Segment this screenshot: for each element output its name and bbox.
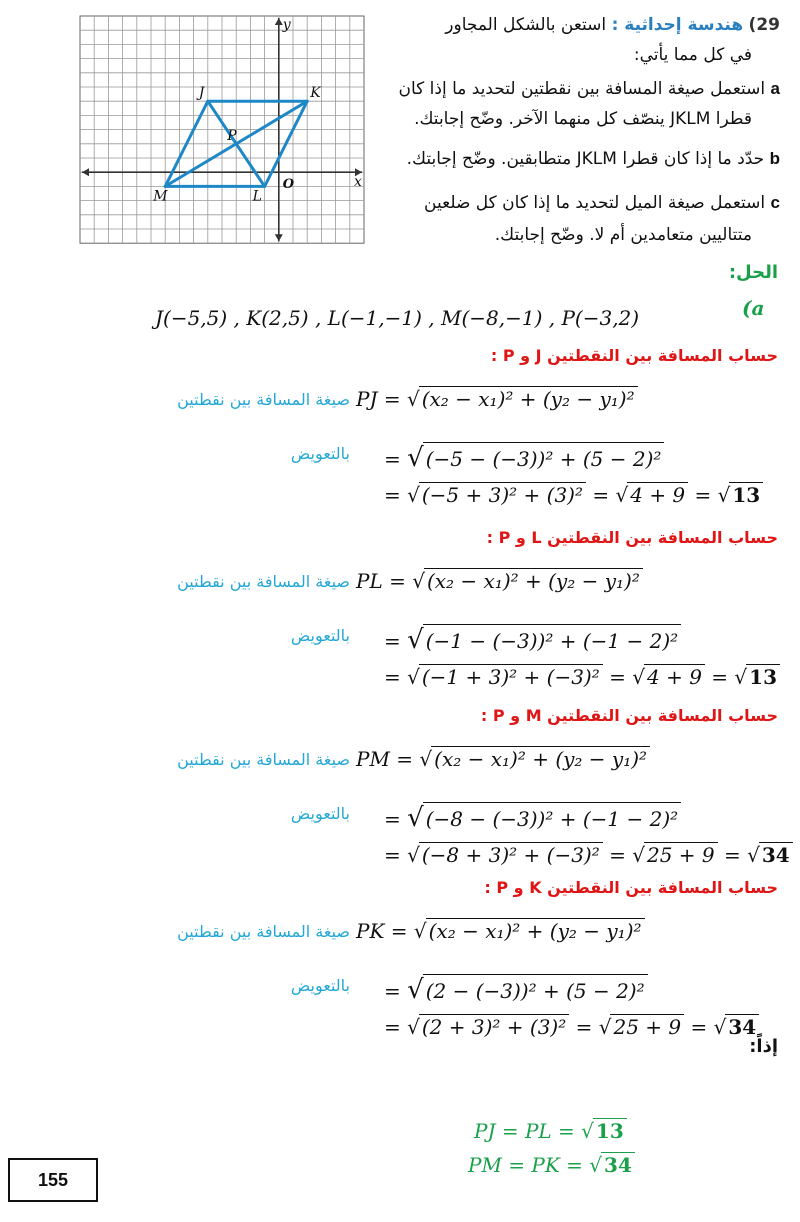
coordinate-figure xyxy=(72,10,362,254)
formula-label: صيغة المسافة بين نقطتين xyxy=(177,922,350,941)
part-c-line-2: متتاليين متعامدين أم لا. وضّح إجابتك. xyxy=(494,225,752,245)
conclusion-1-val: 13 xyxy=(593,1118,627,1143)
result-final: 13 xyxy=(729,482,763,507)
distance-formula: PM = √ (x₂ − x₁)² + (y₂ − y₁)² xyxy=(356,746,650,771)
part-c-line-1: استعمل صيغة الميل لتحديد ما إذا كان كل ضلعين xyxy=(424,193,766,213)
page-number-box xyxy=(8,1158,98,1202)
substitution-radicand: (−5 − (−3))² + (5 − 2)² xyxy=(423,442,665,471)
coordinate-grid-svg xyxy=(72,10,362,254)
result-radicand-2: 4 + 9 xyxy=(644,664,705,689)
label-k: K xyxy=(310,85,321,102)
section-title: حساب المسافة بين النقطتين L و P : xyxy=(486,528,778,547)
result-radicand-1: (−5 + 3)² + (3)² xyxy=(419,482,586,507)
substitution-label: بالتعويض xyxy=(290,626,350,645)
formula-radicand: (x₂ − x₁)² + (y₂ − y₁)² xyxy=(431,746,650,771)
formula-radicand: (x₂ − x₁)² + (y₂ − y₁)² xyxy=(419,386,638,411)
page-number: 155 xyxy=(37,1169,69,1190)
result-radicand-2: 4 + 9 xyxy=(627,482,688,507)
result-line: = √ (−5 + 3)² + (3)² = √ 4 + 9 = √ 13 xyxy=(384,482,763,507)
conclusion-2-val: 34 xyxy=(601,1152,635,1177)
result-line: = √ (2 + 3)² + (3)² = √ 25 + 9 = √ 34 xyxy=(384,1014,759,1039)
distance-formula: PL = √ (x₂ − x₁)² + (y₂ − y₁)² xyxy=(356,568,643,593)
label-l: L xyxy=(252,188,262,205)
formula-lhs: PK = xyxy=(356,919,408,943)
part-b-line: حدّد ما إذا كان قطرا JKLM متطابقين. وضّح إجابتك. xyxy=(406,149,765,169)
conclusion-line-1: PJ = PL = √ 13 xyxy=(474,1118,627,1143)
label-y-axis: y xyxy=(282,17,291,33)
part-a-text xyxy=(340,76,780,102)
substitution-label: بالتعويض xyxy=(290,444,350,463)
points-line: J(−5,5) , K(2,5) , L(−1,−1) , M(−8,−1) , P(−3,2) xyxy=(155,306,640,330)
result-radicand-2: 25 + 9 xyxy=(644,842,718,867)
result-radicand-1: (2 + 3)² + (3)² xyxy=(419,1014,569,1039)
problem-heading: هندسة إحداثية : xyxy=(611,15,744,35)
conclusion-label: إذاً: xyxy=(749,1036,778,1057)
label-j: J xyxy=(198,85,205,102)
substitution-radicand: (−8 − (−3))² + (−1 − 2)² xyxy=(423,802,681,831)
result-line: = √ (−8 + 3)² + (−3)² = √ 25 + 9 = √ 34 xyxy=(384,842,793,867)
problem-number: 29) xyxy=(748,15,780,35)
conclusion-1-lhs: PJ = PL = xyxy=(474,1119,575,1143)
result-radicand-1: (−1 + 3)² + (−3)² xyxy=(419,664,603,689)
distance-formula: PK = √ (x₂ − x₁)² + (y₂ − y₁)² xyxy=(356,918,645,943)
result-final: 34 xyxy=(725,1014,759,1039)
result-final: 34 xyxy=(759,842,793,867)
section-title: حساب المسافة بين النقطتين K و P : xyxy=(484,878,778,897)
label-m: M xyxy=(153,188,168,205)
result-radicand-1: (−8 + 3)² + (−3)² xyxy=(419,842,603,867)
formula-lhs: PM = xyxy=(356,747,414,771)
formula-lhs: PL = xyxy=(356,569,406,593)
part-a-line-2: قطرا JKLM ينصّف كل منهما الآخر. وضّح إجابتك. xyxy=(414,109,752,129)
formula-radicand: (x₂ − x₁)² + (y₂ − y₁)² xyxy=(426,918,645,943)
substitution-label: بالتعويض xyxy=(290,976,350,995)
conclusion-2-lhs: PM = PK = xyxy=(468,1153,583,1177)
substitution-line: = √ (−5 − (−3))² + (5 − 2)² xyxy=(384,442,664,473)
part-b-letter: b xyxy=(769,149,780,168)
part-c-letter: c xyxy=(770,193,780,212)
section-title: حساب المسافة بين النقطتين J و P : xyxy=(490,346,778,365)
substitution-line: = √ (−8 − (−3))² + (−1 − 2)² xyxy=(384,802,681,833)
substitution-line: = √ (2 − (−3))² + (5 − 2)² xyxy=(384,974,648,1005)
problem-intro-1: استعن بالشكل المجاور xyxy=(445,15,607,35)
result-radicand-2: 25 + 9 xyxy=(610,1014,684,1039)
substitution-line: = √ (−1 − (−3))² + (−1 − 2)² xyxy=(384,624,681,655)
problem-header xyxy=(360,12,780,38)
formula-radicand: (x₂ − x₁)² + (y₂ − y₁)² xyxy=(424,568,643,593)
formula-label: صيغة المسافة بين نقطتين xyxy=(177,750,350,769)
part-c-text xyxy=(340,190,780,216)
label-p: P xyxy=(227,127,237,144)
part-a-line-1: استعمل صيغة المسافة بين نقطتين لتحديد ما إذا كان xyxy=(398,79,766,99)
substitution-radicand: (2 − (−3))² + (5 − 2)² xyxy=(423,974,648,1003)
part-b-text xyxy=(340,146,780,172)
formula-label: صيغة المسافة بين نقطتين xyxy=(177,572,350,591)
problem-intro-2: في كل مما يأتي: xyxy=(633,45,752,65)
distance-formula: PJ = √ (x₂ − x₁)² + (y₂ − y₁)² xyxy=(356,386,638,411)
label-x-axis: x xyxy=(354,174,362,191)
part-a-letter: a xyxy=(770,79,780,98)
formula-label: صيغة المسافة بين نقطتين xyxy=(177,390,350,409)
substitution-radicand: (−1 − (−3))² + (−1 − 2)² xyxy=(423,624,681,653)
conclusion-line-2: PM = PK = √ 34 xyxy=(468,1152,635,1177)
section-title: حساب المسافة بين النقطتين M و P : xyxy=(480,706,778,725)
substitution-label: بالتعويض xyxy=(290,804,350,823)
solution-part-label: (a xyxy=(742,296,765,320)
label-origin: O xyxy=(282,177,295,193)
result-line: = √ (−1 + 3)² + (−3)² = √ 4 + 9 = √ 13 xyxy=(384,664,780,689)
solution-heading: الحل: xyxy=(728,262,778,283)
result-final: 13 xyxy=(746,664,780,689)
formula-lhs: PJ = xyxy=(356,387,401,411)
